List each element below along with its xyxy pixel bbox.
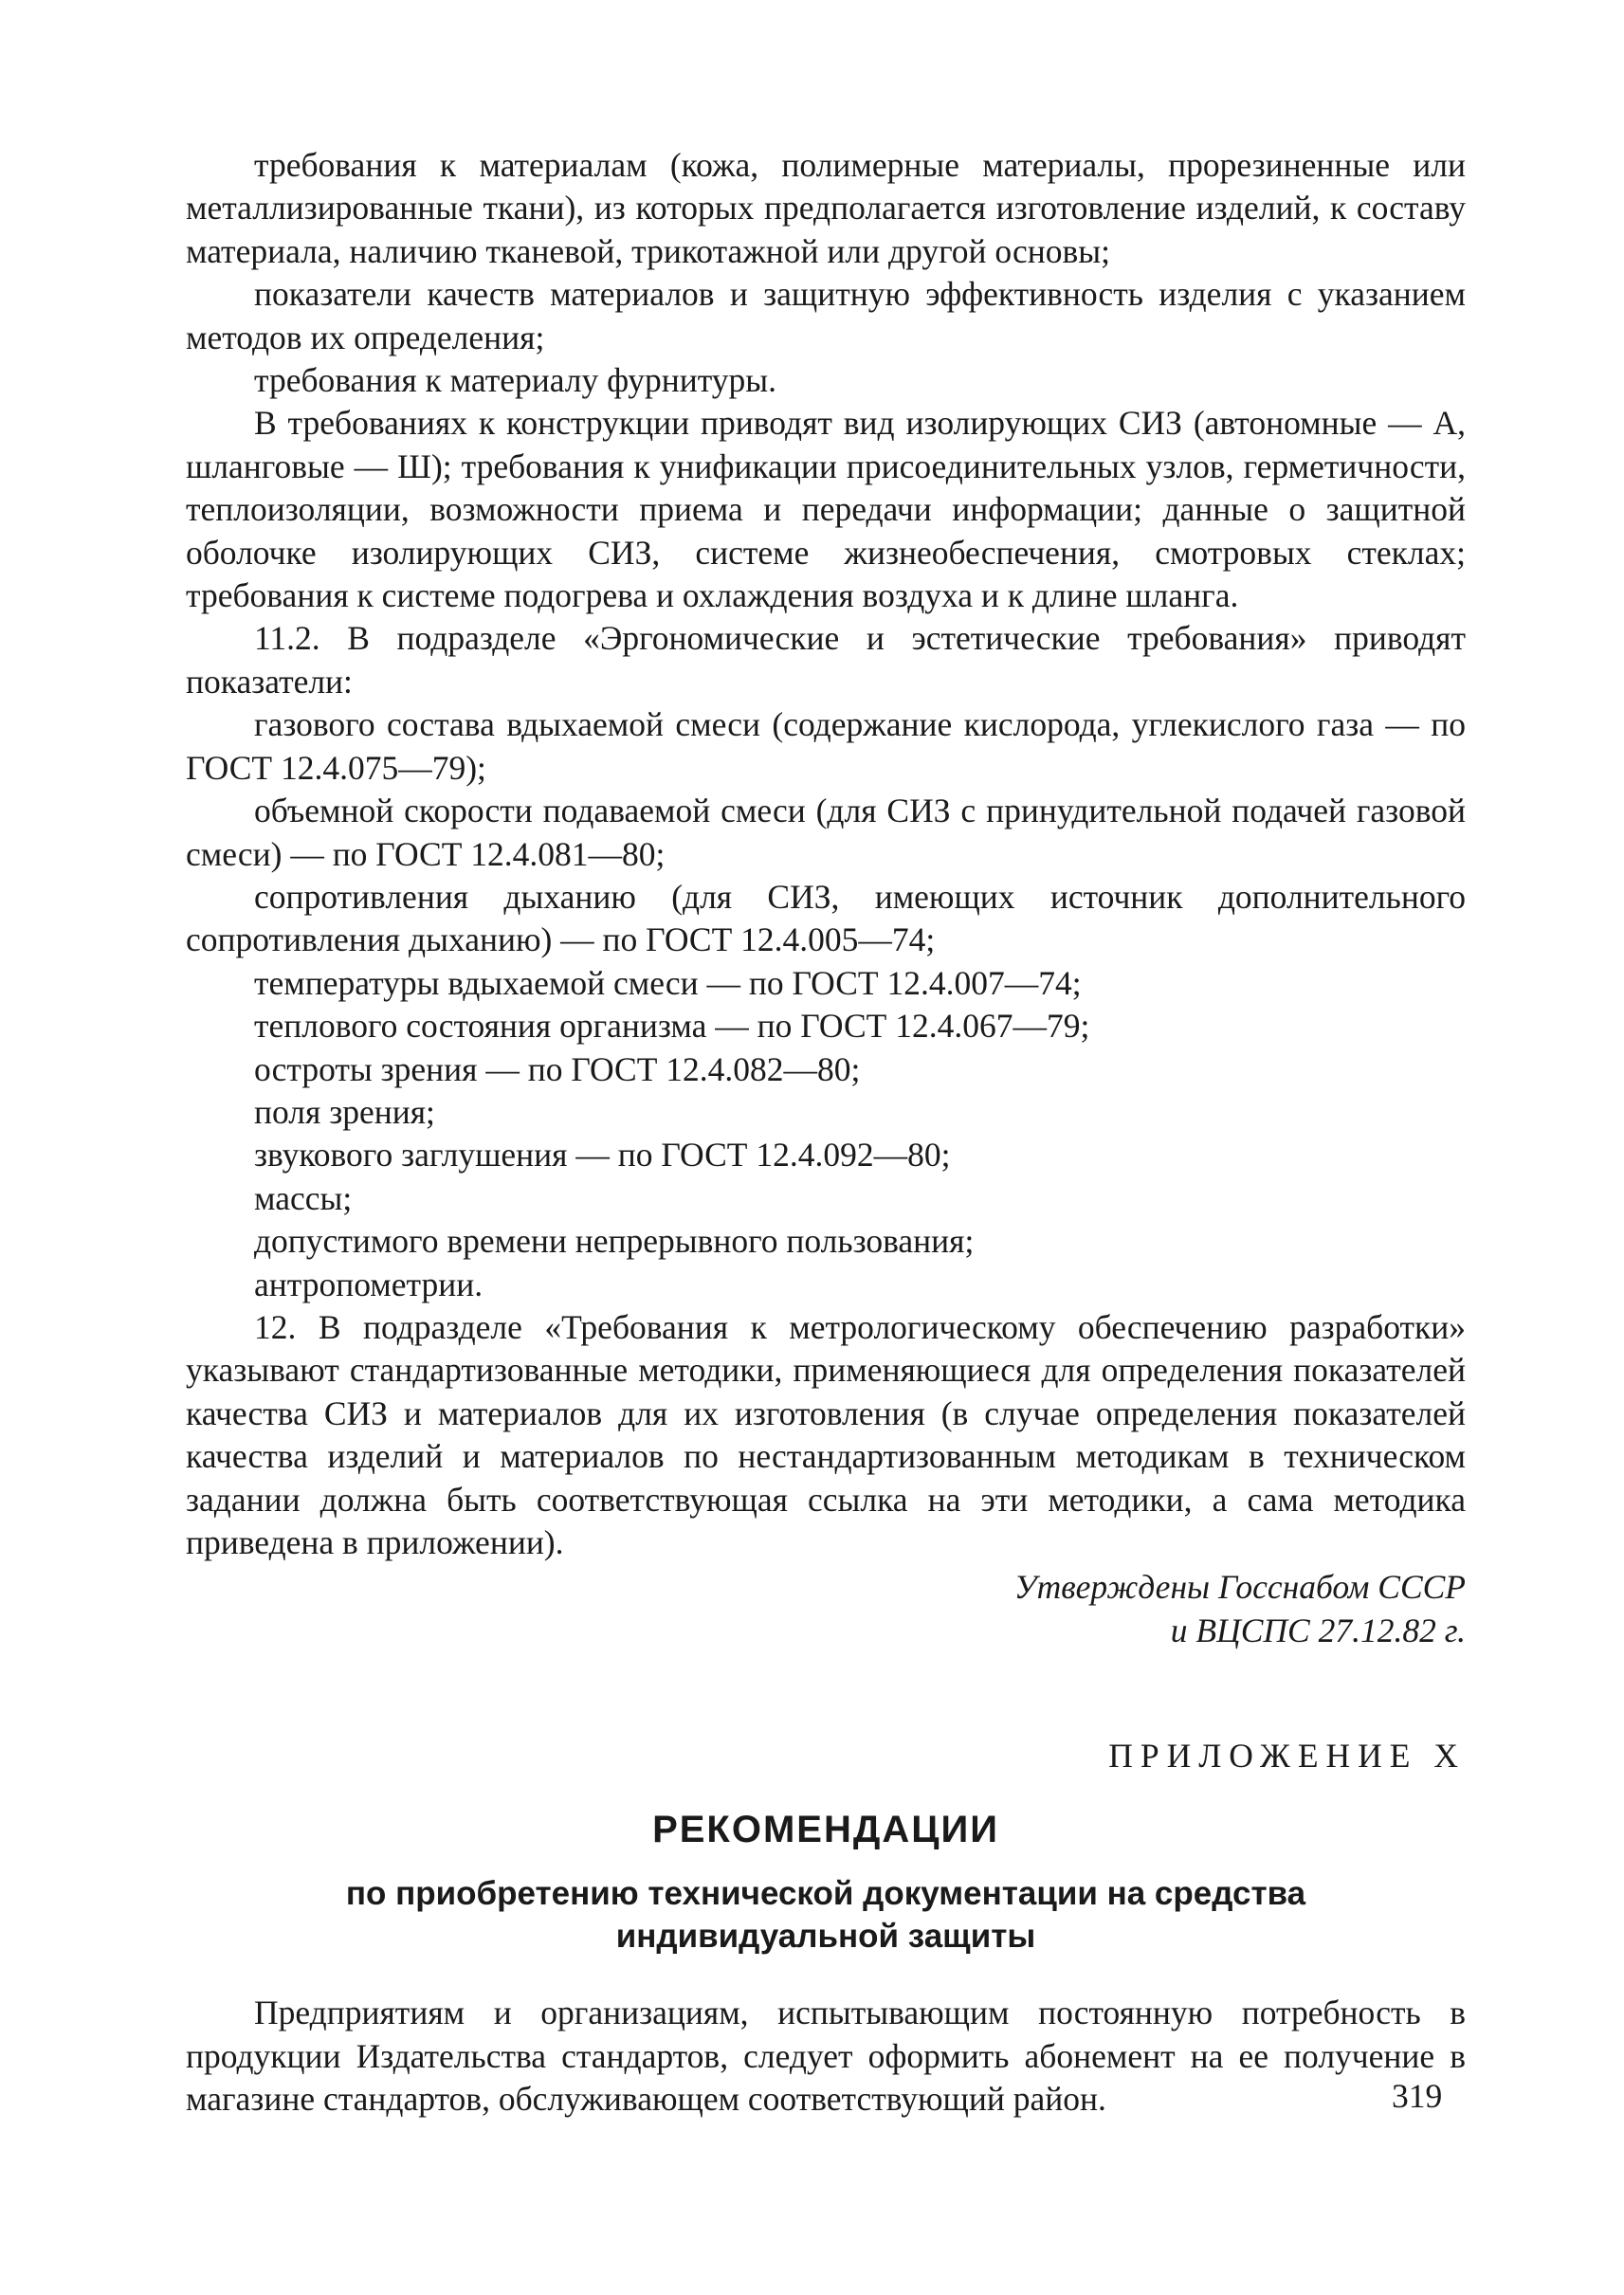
document-page xyxy=(186,144,1466,2121)
paragraph-section-11-2: 11.2. В подразделе «Эргономические и эстетические требования» приводят показатели: xyxy=(186,619,1466,701)
appendix-label: ПРИЛОЖЕНИЕ X xyxy=(1108,1737,1466,1776)
list-item: массы; xyxy=(254,1178,353,1217)
paragraph-materials: требования к материалам (кожа, полимерные материалы, прорезиненные или металлизированные ткани), из которых предполагается изготовление изделий, к составу материала, наличию тканевой, трикотажной или другой основы; xyxy=(186,146,1466,270)
list-item: объемной скорости подаваемой смеси (для СИЗ с принудительной подачей газовой смеси) — по ГОСТ 12.4.081—80; xyxy=(186,792,1466,873)
list-item: антропометрии. xyxy=(254,1265,484,1303)
approval-line-2: и ВЦСПС 27.12.82 г. xyxy=(1170,1611,1466,1649)
appendix-subtitle-line-2: индивидуальной защиты xyxy=(615,1918,1036,1956)
appendix-text: Предприятиям и организациям, испытывающим постоянную потребность в продукции Издательства стандартов, следует оформить абонемент на ее получение в магазине стандартов, обслуживающем соответствующий район. xyxy=(186,1994,1466,2119)
page-number: 319 xyxy=(1392,2077,1443,2115)
list-item: звукового заглушения — по ГОСТ 12.4.092—80; xyxy=(254,1136,951,1175)
list-item: сопротивления дыханию (для СИЗ, имеющих источник дополнительного сопротивления дыханию) — по ГОСТ 12.4.005—74; xyxy=(186,877,1466,959)
list-item: теплового состояния организма — по ГОСТ 12.4.067—79; xyxy=(254,1007,1090,1046)
list-item: поля зрения; xyxy=(254,1092,435,1131)
list-item: остроты зрения — по ГОСТ 12.4.082—80; xyxy=(254,1049,861,1088)
paragraph-construction: В требованиях к конструкции приводят вид изолирующих СИЗ (автономные — А, шланговые — Ш); требования к унификации присоединительных узлов, герметичности, теплоизоляции, возможности приема и передачи информации; данные о защитной оболочке изолирующих СИЗ, системе жизнеобеспечения, смотровых стеклах; требования к системе подогрева и охлаждения воздуха и к длине шланга. xyxy=(186,404,1466,615)
appendix-subtitle-line-1: по приобретению технической документации на средства xyxy=(345,1875,1306,1913)
paragraph-quality-indicators: показатели качеств материалов и защитную эффективность изделия с указанием методов их определения; xyxy=(186,275,1466,356)
list-item: газового состава вдыхаемой смеси (содержание кислорода, углекислого газа — по ГОСТ 12.4.075—79); xyxy=(186,705,1466,787)
list-item: температуры вдыхаемой смеси — по ГОСТ 12.4.007—74; xyxy=(254,963,1082,1002)
indicator-list xyxy=(186,703,1466,1306)
appendix-subtitle xyxy=(186,1872,1466,1958)
approval-signature xyxy=(186,1566,1466,1652)
appendix-title: РЕКОМЕНДАЦИИ xyxy=(652,1809,999,1851)
list-item: допустимого времени непрерывного пользования; xyxy=(254,1222,975,1261)
approval-line-1: Утверждены Госснабом СССР xyxy=(1013,1568,1466,1607)
paragraph-section-12: 12. В подразделе «Требования к метрологическому обеспечению разработки» указывают стандартизованные методики, применяющиеся для определения показателей качества СИЗ и материалов для их изготовления (в случае определения показателей качества изделий и материалов по нестандартизованным методикам в техническом задании должна быть соответствующая ссылка на эти методики, а сама методика приведена в приложении). xyxy=(186,1307,1466,1561)
paragraph-fittings: требования к материалу фурнитуры. xyxy=(254,361,777,400)
